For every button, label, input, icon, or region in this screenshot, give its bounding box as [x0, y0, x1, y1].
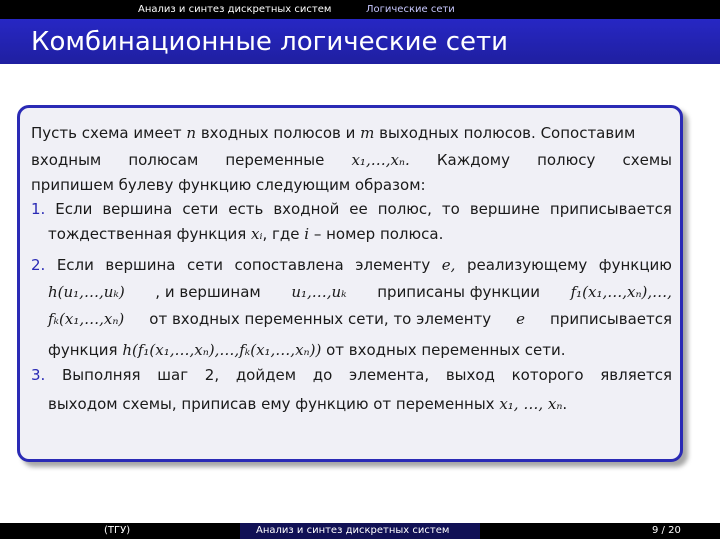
list-item-2-cont-3	[48, 341, 672, 359]
word: полюсу	[537, 151, 596, 169]
word: то	[441, 200, 460, 218]
word: ее	[349, 200, 368, 218]
math-xi: xᵢ	[251, 225, 263, 243]
word: схемы	[622, 151, 672, 169]
word: сети	[182, 200, 219, 218]
list-number: 2.	[31, 256, 46, 274]
text: тождественная функция	[48, 225, 251, 243]
word: которого	[511, 366, 584, 384]
math-e: e,	[441, 256, 456, 274]
list-item-2-cont-1	[48, 283, 672, 301]
footer-right-panel	[480, 523, 720, 539]
text: , где	[262, 225, 305, 243]
list-item-3	[31, 366, 672, 384]
text: – номер полюса.	[309, 225, 444, 243]
text-line-1	[31, 124, 635, 142]
list-number: 3.	[31, 366, 46, 384]
word: Если	[56, 256, 94, 274]
top-navigation-bar	[0, 0, 720, 19]
math-variables: x₁, …, xₙ	[499, 395, 563, 413]
nav-section-course[interactable]: Анализ и синтез дискретных систем	[138, 4, 332, 15]
math-e: e	[516, 310, 526, 328]
math-u: u₁,…,uₖ	[291, 283, 347, 301]
math-h: h(u₁,…,uₖ)	[48, 283, 125, 301]
footer-bar	[0, 523, 720, 539]
text: , и вершинам	[155, 283, 261, 301]
word: выход	[445, 366, 495, 384]
word: входным	[31, 151, 102, 169]
text: функция	[48, 341, 123, 359]
footer-left-panel	[0, 523, 240, 539]
list-item-1-cont	[48, 225, 443, 243]
text: входных полюсов и	[196, 124, 361, 142]
word: вершина	[102, 200, 173, 218]
text: выходом схемы, приписав ему функцию от переменных	[48, 395, 500, 413]
word: функцию	[598, 256, 672, 274]
math-f1: f₁(x₁,…,xₙ),…,	[570, 283, 672, 301]
word: реализующему	[466, 256, 588, 274]
text: от входных переменных сети, то элементу	[149, 310, 492, 328]
word: вершине	[469, 200, 540, 218]
word: вершина	[105, 256, 176, 274]
text-line-3: припишем булеву функцию следующим образом:	[31, 176, 426, 194]
word: входной	[273, 200, 340, 218]
list-number: 1.	[31, 200, 46, 218]
word: полюс,	[377, 200, 432, 218]
text: приписаны функции	[377, 283, 541, 301]
word: полюсам	[128, 151, 199, 169]
list-item-2	[31, 256, 672, 274]
slide-title-bar	[0, 19, 720, 64]
word: дойдем	[235, 366, 297, 384]
word: 2,	[204, 366, 220, 384]
word: есть	[228, 200, 264, 218]
list-item-2-cont-2	[48, 310, 672, 328]
footer-institution: (ТГУ)	[104, 525, 131, 536]
word: является	[600, 366, 672, 384]
slide-title: Комбинационные логические сети	[31, 27, 509, 57]
word: Каждому	[436, 151, 510, 169]
math-composition: h(f₁(x₁,…,xₙ),…,fₖ(x₁,…,xₙ))	[122, 341, 322, 359]
word: до	[312, 366, 333, 384]
text: .	[562, 395, 568, 413]
math-i: i	[304, 225, 310, 243]
text: от входных переменных сети.	[321, 341, 566, 359]
nav-section-topic[interactable]: Логические сети	[366, 4, 455, 15]
footer-page-number: 9 / 20	[652, 525, 681, 536]
math-fk: fₖ(x₁,…,xₙ)	[48, 310, 125, 328]
word: шаг	[157, 366, 189, 384]
word: сопоставлена	[234, 256, 344, 274]
word: переменные	[225, 151, 325, 169]
footer-course-title: Анализ и синтез дискретных систем	[256, 525, 450, 536]
word: элемента,	[349, 366, 430, 384]
text: приписывается	[550, 310, 672, 328]
text: Пусть схема имеет	[31, 124, 187, 142]
footer-center-panel	[240, 523, 480, 539]
word: элементу	[355, 256, 431, 274]
word: приписывается	[549, 200, 672, 218]
text-line-2	[31, 151, 672, 169]
word: Если	[55, 200, 93, 218]
math-variables: x₁,…,xₙ.	[351, 151, 410, 169]
text: выходных полюсов. Сопоставим	[374, 124, 636, 142]
math-n: n	[186, 124, 197, 142]
word: Выполняя	[62, 366, 141, 384]
list-item-1	[31, 200, 672, 218]
math-m: m	[360, 124, 375, 142]
list-item-3-cont	[48, 395, 567, 413]
word: сети	[187, 256, 223, 274]
